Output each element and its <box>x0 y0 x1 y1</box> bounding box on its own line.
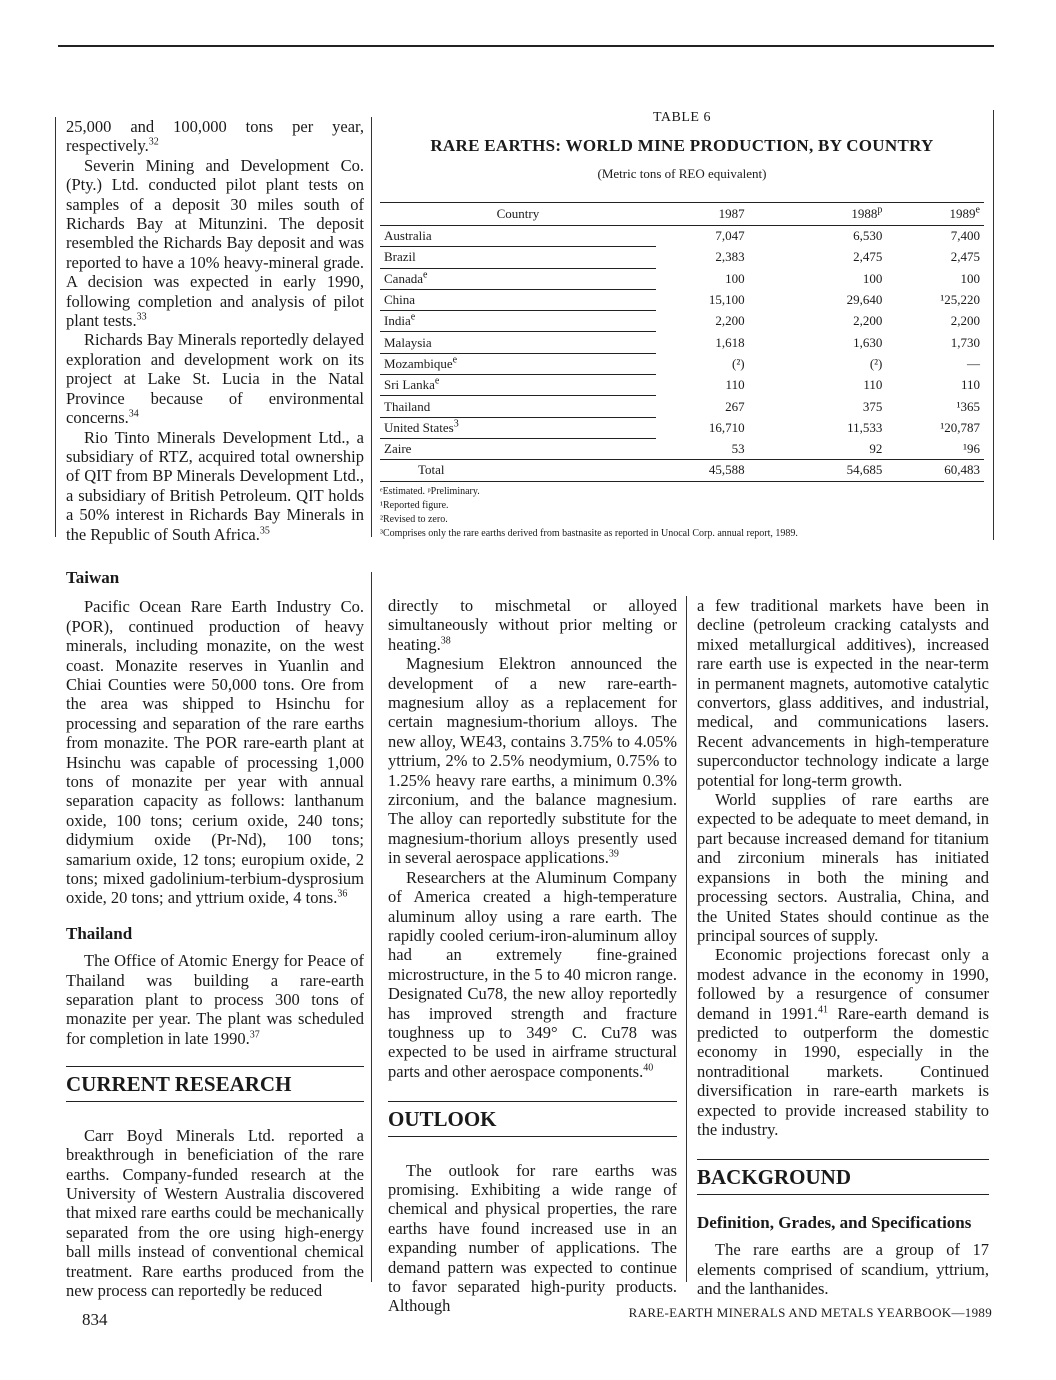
paragraph: Severin Mining and Development Co. (Pty.) Ltd. conducted pilot plant tests on samples of a deposit 30 miles south of Richards Bay at Mitunzini. The deposit resembled the Richards Bay deposit and was reported to have a 10% heavy-mineral grade. A decision was expected in early 1990, following completion and analysis of pilot plant tests.$^{33}$ <box>66 155 364 331</box>
value-cell: 2,475 <box>853 249 883 265</box>
total-label: Total <box>380 460 656 481</box>
value-cell: 100 <box>862 270 883 286</box>
definition-heading: Definition, Grades, and Specifications <box>697 1212 972 1232</box>
value-cell: 110 <box>960 377 980 393</box>
right-column <box>697 596 989 1298</box>
data-table <box>380 202 984 482</box>
column-header: Country <box>380 203 656 226</box>
country-cell: Malaysia <box>380 332 656 353</box>
country-cell: United States$^3$ <box>380 417 656 438</box>
paragraph: The outlook for rare earths was promising. Exhibiting a wide range of chemical and physical properties, the rare earths have found increased use in an expanding number of applications. The demand pattern was expected to continue to favor separated high-purity products. Although <box>388 1160 677 1316</box>
value-cell: (²) <box>732 355 745 371</box>
top-rule <box>58 45 994 47</box>
paragraph: 25,000 and 100,000 tons per year, respectively.$^{32}$ <box>66 117 364 156</box>
table-row <box>380 438 984 459</box>
paragraph: Researchers at the Aluminum Company of America created a high-temperature aluminum alloy using a rare earth. The rapidly cooled cerium-iron-aluminum alloy had an extremely fine-grained microstructure, in the 5 to 40 micron range. Designated Cu78, the new alloy reportedly has improved strength and fracture toughness up to 349° C. Cu78 was expected to be used in airframe structural parts and other aerospace components.$^{40}$ <box>388 867 677 1081</box>
value-cell: ¹20,787 <box>940 419 980 435</box>
outlook-heading: OUTLOOK <box>388 1101 677 1136</box>
total-cell: 60,483 <box>886 460 984 481</box>
value-cell: ¹365 <box>956 398 980 414</box>
country-cell: India$^e$ <box>380 311 656 332</box>
column-rule <box>55 117 56 537</box>
table-row <box>380 332 984 353</box>
column-rule <box>993 110 994 540</box>
column-rule <box>371 572 372 1282</box>
footnote: ¹Reported figure. <box>380 499 449 511</box>
table-footnotes <box>380 485 984 541</box>
table-row <box>380 375 984 396</box>
table-subtitle: (Metric tons of REO equivalent) <box>597 166 767 181</box>
table-row <box>380 247 984 268</box>
table-row <box>380 268 984 289</box>
thailand-heading: Thailand <box>66 923 133 943</box>
table-row <box>380 396 984 417</box>
table-row <box>380 417 984 438</box>
footnote: ᵉEstimated. ᵖPreliminary. <box>380 485 480 497</box>
value-cell: 2,383 <box>715 249 745 265</box>
value-cell: 15,100 <box>708 292 745 308</box>
value-cell: 267 <box>725 398 745 414</box>
value-cell: 7,047 <box>715 228 745 244</box>
column-header: 1989e <box>886 203 984 226</box>
value-cell: 2,200 <box>950 313 980 329</box>
page-number: 834 <box>82 1310 108 1329</box>
paragraph: Magnesium Elektron announced the development of a new rare-earth-magnesium alloy as a replacement for certain magnesium-thorium alloys. The new alloy, WE43, contains 3.75% to 4.05% yttrium, 2% to 2.5% neodymium, 0.75% to 1.25% heavy rare earths, a minimum 0.3% zirconium, and the balance magnesium. The alloy can reportedly substitute for the magnesium-thorium alloys presently used in several aerospace applications.$^{39}$ <box>388 654 677 868</box>
country-cell: China <box>380 289 656 310</box>
value-cell: (²) <box>869 355 883 371</box>
value-cell: 53 <box>731 440 745 456</box>
value-cell: 6,530 <box>853 228 883 244</box>
total-cell: 45,588 <box>656 460 749 481</box>
value-cell: 110 <box>725 377 745 393</box>
current-research-heading: CURRENT RESEARCH <box>66 1066 364 1101</box>
table-total-row <box>380 460 984 481</box>
country-cell: Brazil <box>380 247 656 268</box>
table-row <box>380 226 984 247</box>
country-cell: Canada$^e$ <box>380 268 656 289</box>
value-cell: 1,618 <box>715 334 745 350</box>
paragraph: Pacific Ocean Rare Earth Industry Co. (POR), continued production of heavy minerals, including monazite, on the west coast. Monazite reserves in Yuanlin and Chiai Counties were 50,000 tons. Ore from the area was shipped to Hsinchu for processing and separation of the rare earths from monazite. The POR rare-earth plant at Hsinchu was capable of processing 1,000 tons of monazite per year with annual separation capacity as follows: lanthanum oxide, 100 tons; cerium oxide, 240 tons; didymium oxide (Pr-Nd), 100 tons; samarium oxide, 12 tons; europium oxide, 2 tons; mixed gadolinium-terbium-dysprosium oxide, 20 tons; and yttrium oxide, 4 tons.$^{36}$ <box>66 597 364 908</box>
paragraph: The Office of Atomic Energy for Peace of Thailand was building a rare-earth separation plant to process 300 tons of monazite per year. The plant was scheduled for completion in late 1990.37 <box>66 951 364 1048</box>
value-cell: 92 <box>869 440 883 456</box>
paragraph: Rio Tinto Minerals Development Ltd., a subsidiary of RTZ, acquired total ownership of QIT from BP Minerals Development Ltd., a subsidiary of British Petroleum. QIT holds a 50% interest in Richards Bay Minerals in the Republic of South Africa.$^{35}$ <box>66 427 364 544</box>
paragraph: Richards Bay Minerals reportedly delayed exploration and development work on its project at Lake St. Lucia in the Natal Province because of environmental concerns.$^{34}$ <box>66 330 364 428</box>
middle-column <box>388 596 677 1316</box>
value-cell: 2,200 <box>853 313 883 329</box>
value-cell: — <box>967 355 980 371</box>
table-row <box>380 311 984 332</box>
running-head: RARE-EARTH MINERALS AND METALS YEARBOOK—1989 <box>628 1305 992 1320</box>
value-cell: 375 <box>862 398 883 414</box>
value-cell: 29,640 <box>846 292 883 308</box>
country-cell: Thailand <box>380 396 656 417</box>
country-cell: Mozambique$^e$ <box>380 353 656 374</box>
column-rule <box>371 117 372 537</box>
production-table <box>380 110 984 541</box>
value-cell: ¹96 <box>963 440 980 456</box>
table-label: TABLE 6 <box>653 110 711 125</box>
value-cell: 2,200 <box>715 313 745 329</box>
paragraph: Economic projections forecast only a modest advance in the economy in 1990, followed by a resurgence of consumer demand in 1991.41 Rare-earth demand is predicted to outperform the domestic economy in 1990, especially in the nontraditional markets. Continued diversification in rare-earth markets is expected to provide increased stability to the industry. <box>697 945 989 1139</box>
value-cell: 7,400 <box>950 228 980 244</box>
column-header: 1988$^p$ <box>749 203 887 226</box>
footnote: ²Revised to zero. <box>380 513 448 525</box>
background-heading: BACKGROUND <box>697 1159 989 1194</box>
paragraph: directly to mischmetal or alloyed simultaneously without prior melting or heating.$^{38}$ <box>388 596 677 654</box>
country-cell: Sri Lanka$^e$ <box>380 375 656 396</box>
footnote: ³Comprises only the rare earths derived from bastnasite as reported in Unocal Corp. annual report, 1989. <box>380 527 798 539</box>
table-title: RARE EARTHS: WORLD MINE PRODUCTION, BY COUNTRY <box>430 136 934 155</box>
table-body <box>380 226 984 482</box>
value-cell: 2,475 <box>950 249 980 265</box>
total-cell: 54,685 <box>749 460 887 481</box>
paragraph: a few traditional markets have been in decline (petroleum cracking catalysts and mixed metallurgical additives), increased rare earth use is expected in the near-term in permanent magnets, automotive catalytic convertors, glass additives, and industrial, medical, and communications lasers. Recent advancements in high-temperature superconductor technology indicate a large potential for long-term growth. <box>697 596 989 790</box>
column-rule <box>686 596 687 1282</box>
value-cell: 1,730 <box>950 334 980 350</box>
country-cell: Australia <box>380 226 656 247</box>
left-column <box>66 117 364 1300</box>
value-cell: 100 <box>725 270 745 286</box>
paragraph: The rare earths are a group of 17 elements comprised of scandium, yttrium, and the lanthanides. <box>697 1240 989 1298</box>
value-cell: 11,533 <box>847 419 883 435</box>
value-cell: 110 <box>863 377 883 393</box>
table-header-row <box>380 203 984 226</box>
paragraph: Carr Boyd Minerals Ltd. reported a breakthrough in beneficiation of the rare earths. Company-funded research at the University of Western Australia discovered that mixed rare earths could be mechanically separated from the ore using high-energy ball mills instead of conventional chemical treatment. Rare earths produced from the new process can reportedly be reduced <box>66 1125 364 1300</box>
value-cell: 1,630 <box>853 334 883 350</box>
value-cell: 100 <box>960 270 980 286</box>
paragraph: World supplies of rare earths are expected to be adequate to meet demand, in part because increased demand for titanium and zirconium minerals has initiated expansions in both the mining and processing sectors. Australia, China, and the United States should continue as the principal sources of supply. <box>697 790 989 945</box>
column-header: 1987 <box>656 203 749 226</box>
taiwan-heading: Taiwan <box>66 567 120 587</box>
country-cell: Zaire <box>380 438 656 459</box>
table-row <box>380 353 984 374</box>
value-cell: 16,710 <box>708 419 745 435</box>
table-row <box>380 289 984 310</box>
value-cell: ¹25,220 <box>940 292 980 308</box>
